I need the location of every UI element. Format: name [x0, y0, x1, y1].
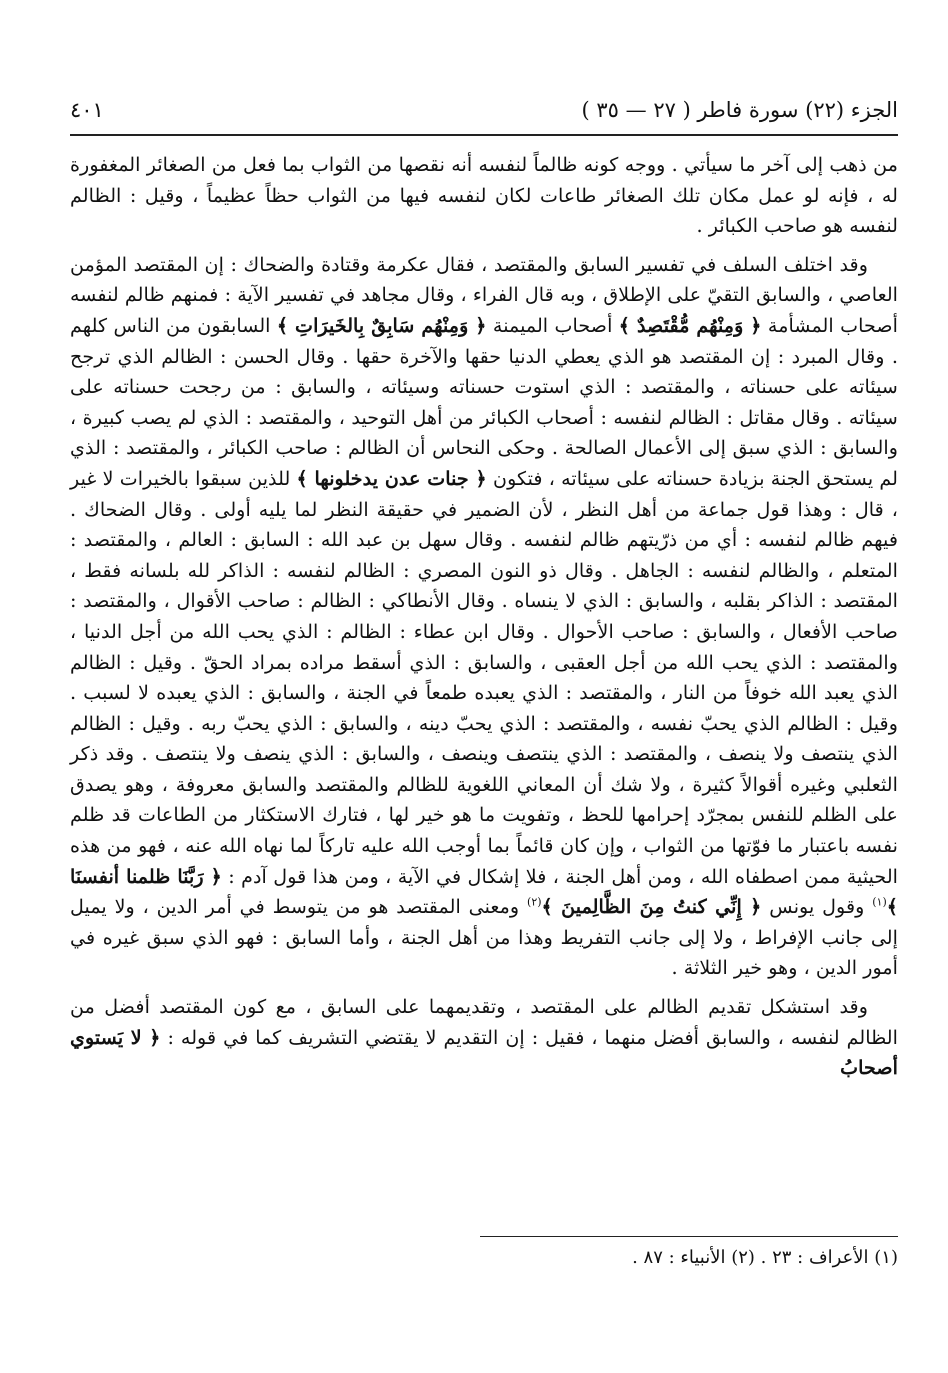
footnote-marker: (٢) — [527, 895, 542, 909]
paragraph-2-text-3: السابقون من الناس كلهم . وقال المبرد : إن المقتصد هو الذي يعطي الدنيا حقها والآخرة حقها . وقال الحسن : الظالم الذي ترجح سيئاته على حسناته ، والمقتصد : الذي استوت حسناته وسيئاته ، والسابق : من رجحت حسناته على سيئاته . وقال مقاتل : الظالم لنفسه : أصحاب الكبائر من أهل التوحيد ، والمقتصد : الذي لم يصب كبيرة ، والسابق : الذي سبق إلى الأعمال الصالحة . وحكى النحاس أن الظالم : صاحب الكبائر ، والمقتصد : الذي لم يستحق الجنة بزيادة حسناته على سيئاته ، فتكون — [70, 313, 898, 490]
paragraph-3-text: وقد استشكل تقديم الظالم على المقتصد ، وتقديمهما على السابق ، مع كون المقتصد أفضل من الظالم لنفسه ، والسابق أفضل منهما ، فقيل : إن التقديم لا يقتضي التشريف كما في قوله : — [70, 995, 898, 1049]
paragraph-2-text-2: أصحاب الميمنة — [492, 313, 613, 337]
footnote-text: (١) الأعراف : ٢٣ . (٢) الأنبياء : ٨٧ . — [632, 1247, 898, 1268]
main-text — [70, 150, 898, 1084]
paragraph-1-text: من ذهب إلى آخر ما سيأتي . ووجه كونه ظالماً لنفسه أنه نقصها من الثواب بما فعل من الصغائر المغفورة له ، فإنه لو عمل مكان تلك الصغائر طاعات لكان لنفسه فيها من الثواب حظاً عظيماً ، وقيل : الظالم لنفسه هو صاحب الكبائر . — [70, 153, 898, 238]
paragraph-2 — [70, 250, 898, 984]
quran-quote: ﴿ إِنِّي كنتُ مِنَ الظَّالِمينَ ﴾ — [541, 895, 762, 919]
running-title: الجزء (٢٢) سورة فاطر ( ٢٧ — ٣٥ ) — [581, 98, 898, 122]
footnotes — [70, 1244, 898, 1272]
page-number: ٤٠١ — [70, 98, 104, 122]
paragraph-2-text-5: وقول يونس — [769, 895, 865, 919]
quran-quote: ﴿ وَمِنْهُم سَابِقٌ بِالخَيرَاتِ ﴾ — [276, 313, 487, 337]
header-rule — [70, 134, 898, 136]
page-header — [70, 96, 898, 130]
paragraph-3 — [70, 992, 898, 1084]
quran-quote: ﴿ رَبَّنَا ظلمنا أنفسنَا ﴾ — [70, 864, 899, 919]
paragraph-1 — [70, 150, 898, 242]
footnote-marker: (١) — [872, 895, 887, 909]
quran-quote: ﴿ وَمِنْهُم مُّقْتَصِدٌ ﴾ — [618, 313, 762, 337]
footnote-rule — [480, 1236, 898, 1237]
quran-quote: ﴿ جنات عدن يدخلونها ﴾ — [296, 466, 487, 490]
paragraph-2-text-4: للذين سبقوا بالخيرات لا غير ، قال : وهذا قول جماعة من أهل النظر ، لأن الضمير في حقيقة النظر لما يليه أولى . وقال الضحاك . فيهم ظالم لنفسه : أي من ذرّيتهم ظالم لنفسه . وقال سهل بن عبد الله : السابق : العالم ، والمقتصد : المتعلم ، والظالم لنفسه : الجاهل . وقال ذو النون المصري : الظالم لنفسه : الذاكر لله بلسانه فقط ، المقتصد : الذاكر بقلبه ، والسابق : الذي لا ينساه . وقال الأنطاكي : الظالم : صاحب الأقوال ، والمقتصد : صاحب الأفعال ، والسابق : صاحب الأحوال . وقال ابن عطاء : الظالم : الذي يحب الله من أجل الدنيا ، والمقتصد : الذي يحب الله من أجل العقبى ، والسابق : الذي أسقط مراده بمراد الحقّ . وقيل : الظالم الذي يعبد الله خوفاً من النار ، والمقتصد : الذي يعبده طمعاً في الجنة ، والسابق : الذي يعبده لا لسبب . وقيل : الظالم الذي يحبّ نفسه ، والمقتصد : الذي يحبّ دينه ، والسابق : الذي يحبّ ربه . وقيل : الظالم الذي ينتصف ولا ينصف ، والمقتصد : الذي ينتصف وينصف ، والسابق : الذي ينصف ولا ينتصف . وقد ذكر الثعلبي وغيره أقوالاً كثيرة ، ولا شك أن المعاني اللغوية للظالم والمقتصد والسابق معروفة ، وهو يصدق على الظلم للنفس بمجرّد إحرامها للحظ ، وتفويت ما هو خير لها ، فتارك الاستكثار من الطاعات قد ظلم نفسه باعتبار ما فوّتها من الثواب ، وإن كان قائماً بما أوجب الله عليه تاركاً لما نهاه الله عنه ، فهو من هذه الحيثية ممن اصطفاه الله ، ومن أهل الجنة ، فلا إشكال في الآية ، ومن هذا قول آدم : — [70, 466, 898, 888]
quran-quote: ﴿ لا يَستوي أصحابُ — [70, 1025, 898, 1080]
paragraph-2-text-6: ومعنى المقتصد هو من يتوسط في أمر الدين ، ولا يميل إلى جانب الإفراط ، ولا إلى جانب التفريط وهذا من أهل الجنة ، وأما السابق : فهو الذي سبق غيره في أمور الدين ، وهو خير الثلاثة . — [70, 895, 898, 980]
paragraph-2-text-1: وقد اختلف السلف في تفسير السابق والمقتصد ، فقال عكرمة وقتادة والضحاك : إن المقتصد المؤمن العاصي ، والسابق التقيّ على الإطلاق ، وبه قال الفراء ، وقال مجاهد في تفسير الآية : فمنهم ظالم لنفسه أصحاب المشأمة — [70, 252, 898, 337]
